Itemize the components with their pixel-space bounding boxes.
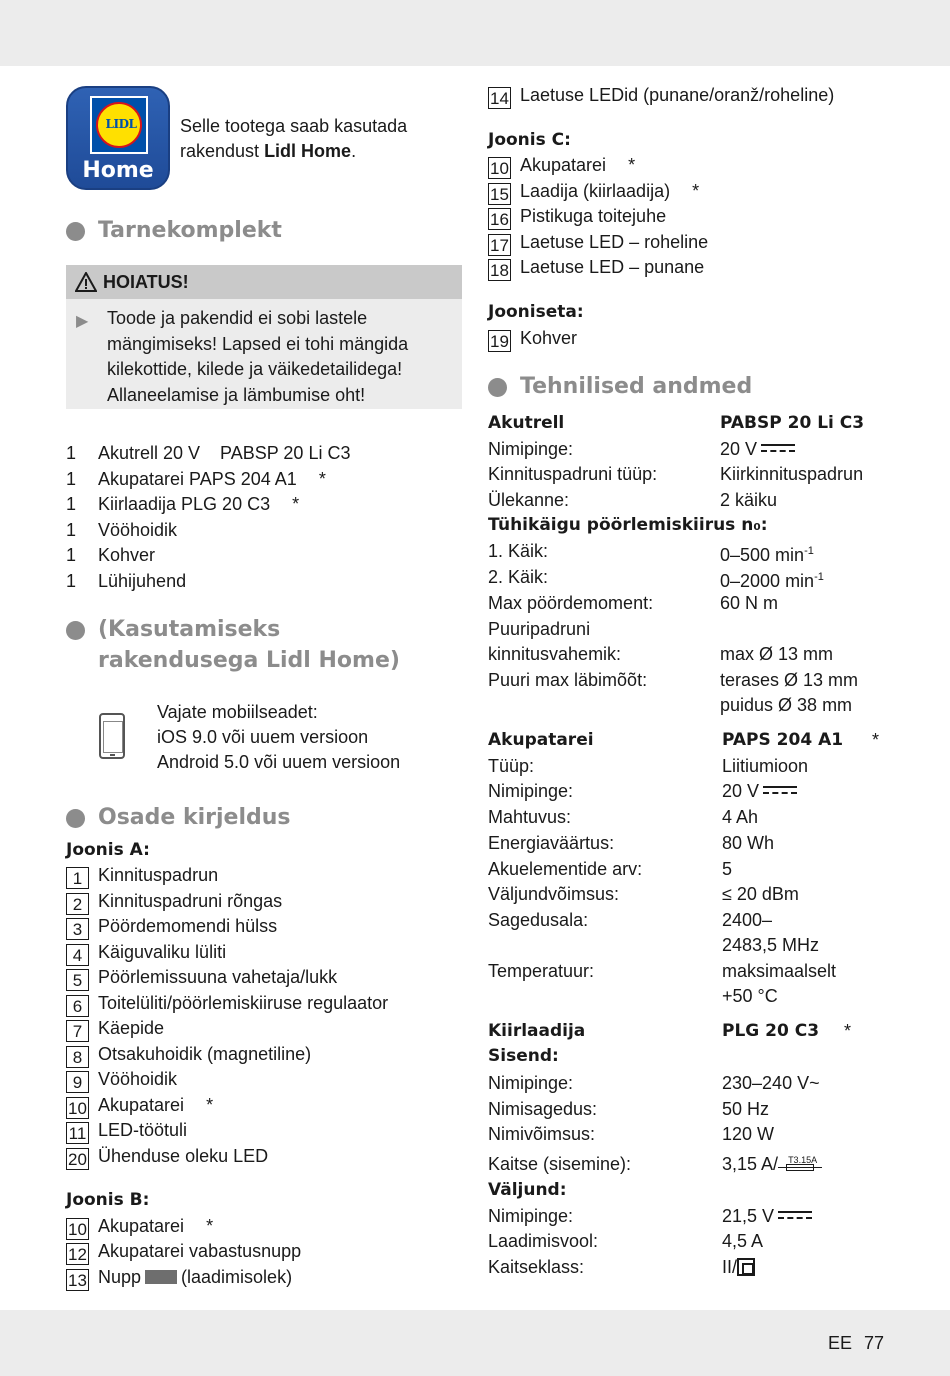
part-item: 18 Laetuse LED – punane <box>488 255 704 281</box>
lidl-logo-text: LIDL <box>105 117 137 131</box>
figure-a-title: Joonis A: <box>66 840 150 860</box>
section-bullet-icon <box>66 809 85 828</box>
warning-title: HOIATUS! <box>103 271 189 292</box>
list-item: 1 Akupatarei PAPS 204 A1 * <box>66 469 326 489</box>
part-item: 1 Kinnituspadrun <box>66 863 218 889</box>
bottom-band <box>0 1310 950 1376</box>
page-number: 77 <box>863 1333 884 1353</box>
no-figure-title: Jooniseta: <box>488 302 584 322</box>
part-item: 10 Akupatarei * <box>488 153 635 179</box>
part-item: 8 Otsakuhoidik (magnetiline) <box>66 1042 311 1068</box>
part-item: 3 Pöördemomendi hülss <box>66 914 277 940</box>
part-item: 13 Nupp (laadimisolek) <box>66 1265 292 1291</box>
app-name: Lidl Home <box>264 141 352 161</box>
app-promo-text: Selle tootega saab kasutada rakendust Lidl Home. <box>180 116 408 161</box>
charge-status-button-icon <box>145 1270 177 1284</box>
list-item: 1 Kiirlaadija PLG 20 C3 * <box>66 494 300 514</box>
lidl-logo <box>90 96 148 154</box>
warning-header <box>66 265 462 299</box>
part-item: 20 Ühenduse oleku LED <box>66 1144 268 1170</box>
dc-symbol-icon <box>778 1209 812 1221</box>
part-item: 9 Vööhoidik <box>66 1067 177 1093</box>
mobile-requirement-ios: iOS 9.0 või uuem versioon <box>157 727 369 747</box>
part-item: 7 Käepide <box>66 1016 164 1042</box>
part-item: 11 LED-töötuli <box>66 1118 187 1144</box>
figure-b-title: Joonis B: <box>66 1190 150 1210</box>
section-bullet-icon <box>488 378 507 397</box>
dc-symbol-icon <box>763 784 797 796</box>
section-bullet-icon <box>66 621 85 640</box>
part-item: 12 Akupatarei vabastusnupp <box>66 1239 301 1265</box>
smartphone-icon <box>99 713 125 759</box>
part-item: 10 Akupatarei * <box>66 1214 213 1240</box>
arrow-right-icon: ▶ <box>76 313 89 330</box>
app-promo <box>66 86 466 192</box>
page-footer <box>828 1333 884 1354</box>
part-item: 5 Pöörlemissuuna vahetaja/lukk <box>66 965 337 991</box>
list-item: 1 Vööhoidik <box>66 520 178 540</box>
mobile-requirement-android: Android 5.0 või uuem versioon <box>157 752 401 772</box>
list-item: 1 Lühijuhend <box>66 571 187 591</box>
part-item: 19 Kohver <box>488 326 577 352</box>
language-code: EE <box>827 1333 852 1353</box>
list-item: 1 Kohver <box>66 545 156 565</box>
part-item: 10 Akupatarei * <box>66 1093 213 1119</box>
section-heading-rakendus: (Kasutamiseks rakendusega Lidl Home) <box>66 614 466 676</box>
section-heading-tehnilised-andmed: Tehnilised andmed <box>488 371 898 402</box>
warning-text: Toode ja pakendid ei sobi lastele mängimiseks! Lapsed ei tohi mängida kilekottide, kilede ja väikedetailidega! Allaneelamise ja lämbumise oht! <box>107 308 409 405</box>
part-item: 4 Käiguvaliku lüliti <box>66 940 226 966</box>
section-heading-tarnekomplekt: Tarnekomplekt <box>66 215 466 246</box>
section-heading-osade-kirjeldus: Osade kirjeldus <box>66 802 466 833</box>
part-item: 6 Toitelüliti/pöörlemiskiiruse regulaator <box>66 991 388 1017</box>
protection-class-ii-icon <box>737 1258 755 1276</box>
warning-triangle-icon <box>75 272 97 292</box>
warning-box <box>66 265 462 409</box>
part-item: 15 Laadija (kiirlaadija) * <box>488 179 699 205</box>
top-band <box>0 0 950 66</box>
list-item: 1 Akutrell 20 V PABSP 20 Li C3 <box>66 443 351 463</box>
app-tile-label: Home <box>82 158 154 183</box>
part-item: 16 Pistikuga toitejuhe <box>488 204 666 230</box>
figure-c-title: Joonis C: <box>488 130 571 150</box>
part-item: 14 Laetuse LEDid (punane/oranž/roheline) <box>488 83 834 109</box>
part-item: 17 Laetuse LED – roheline <box>488 230 708 256</box>
part-item: 2 Kinnituspadruni rõngas <box>66 889 282 915</box>
dc-symbol-icon <box>761 442 795 454</box>
fuse-symbol-icon: T3.15A <box>778 1154 822 1174</box>
mobile-requirement-title: Vajate mobiilseadet: <box>157 702 318 722</box>
lidl-home-app-icon <box>66 86 170 190</box>
section-bullet-icon <box>66 222 85 241</box>
